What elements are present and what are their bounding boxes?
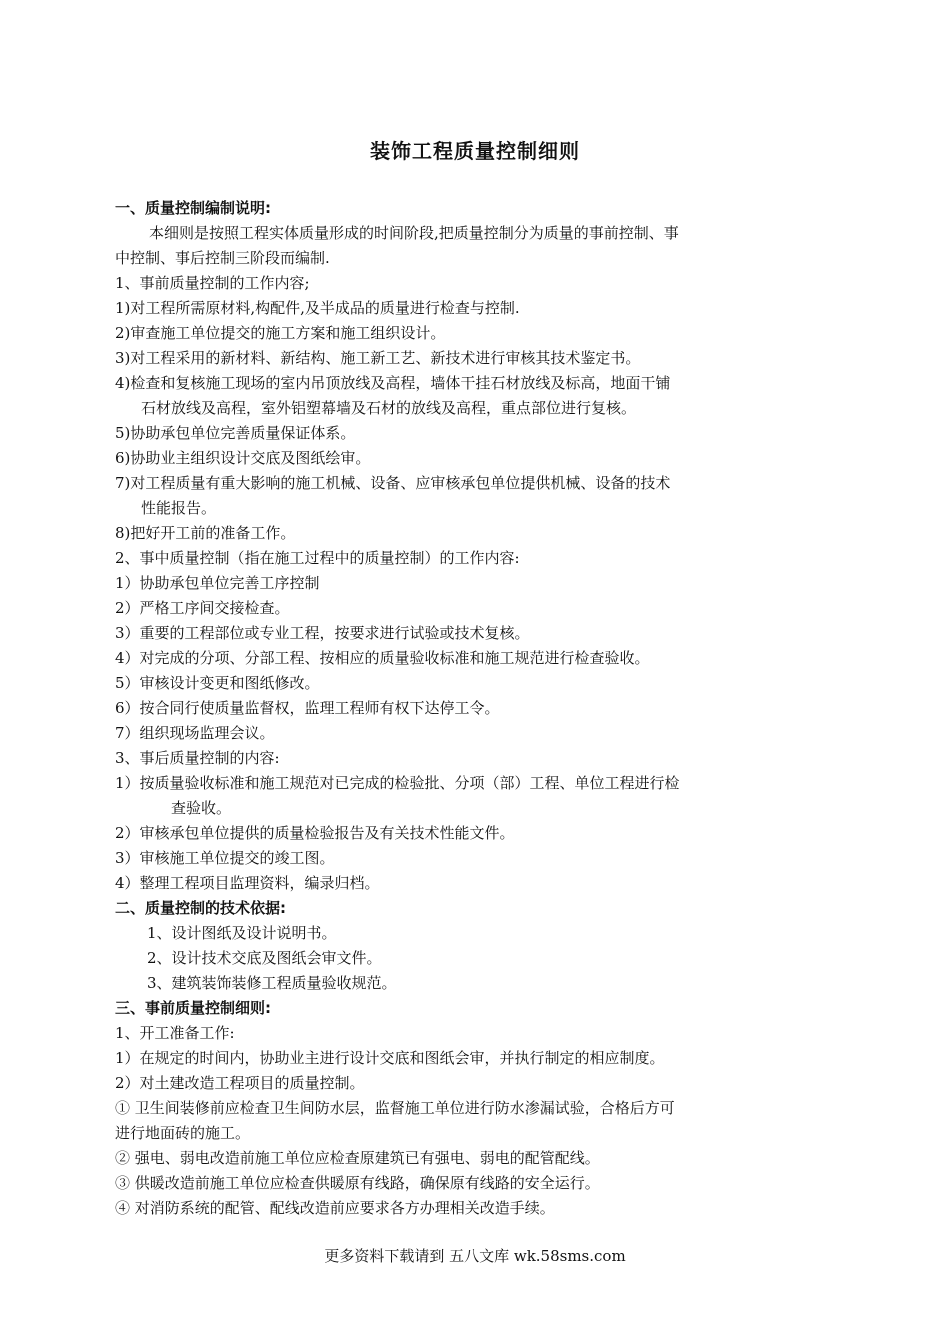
text-line: 2）严格工序间交接检查。 (115, 599, 290, 617)
text-line: 2、设计技术交底及图纸会审文件。 (147, 949, 382, 967)
text-line: ④ 对消防系统的配管、配线改造前应要求各方办理相关改造手续。 (115, 1199, 555, 1217)
text-line: 7)对工程质量有重大影响的施工机械、设备、应审核承包单位提供机械、设备的技术 (115, 474, 671, 492)
text-line: 1)对工程所需原材料,构配件,及半成品的质量进行检查与控制. (115, 299, 520, 317)
text-line: 1、开工准备工作: (115, 1024, 235, 1042)
section-heading: 二、质量控制的技术依据: (115, 899, 286, 917)
text-line: 8)把好开工前的准备工作。 (115, 524, 296, 542)
text-line: 2）审核承包单位提供的质量检验报告及有关技术性能文件。 (115, 824, 515, 842)
text-line: ③ 供暖改造前施工单位应检查供暖原有线路，确保原有线路的安全运行。 (115, 1174, 600, 1192)
footer-note: 更多资料下载请到 五八文库 wk.58sms.com (324, 1247, 626, 1265)
text-line: 3）重要的工程部位或专业工程，按要求进行试验或技术复核。 (115, 624, 530, 642)
section-heading: 三、事前质量控制细则: (115, 999, 271, 1017)
text-line: 3）审核施工单位提交的竣工图。 (115, 849, 335, 867)
text-line: ② 强电、弱电改造前施工单位应检查原建筑已有强电、弱电的配管配线。 (115, 1149, 600, 1167)
text-line: 1、事前质量控制的工作内容; (115, 274, 310, 292)
text-line: 1）在规定的时间内，协助业主进行设计交底和图纸会审，并执行制定的相应制度。 (115, 1049, 665, 1067)
text-line: 4)检查和复核施工现场的室内吊顶放线及高程，墙体干挂石材放线及标高，地面干铺 (115, 374, 671, 392)
text-line: 4）整理工程项目监理资料，编录归档。 (115, 874, 380, 892)
text-line: 1）协助承包单位完善工序控制 (115, 574, 320, 592)
text-line: 2)审查施工单位提交的施工方案和施工组织设计。 (115, 324, 446, 342)
text-line: 1、设计图纸及设计说明书。 (147, 924, 337, 942)
text-line: 本细则是按照工程实体质量形成的时间阶段,把质量控制分为质量的事前控制、事 (149, 224, 679, 242)
text-line: 6)协助业主组织设计交底及图纸绘审。 (115, 449, 371, 467)
text-line: 6）按合同行使质量监督权，监理工程师有权下达停工令。 (115, 699, 500, 717)
text-line: 3、建筑装饰装修工程质量验收规范。 (147, 974, 397, 992)
text-line: 3)对工程采用的新材料、新结构、施工新工艺、新技术进行审核其技术鉴定书。 (115, 349, 641, 367)
text-line: 进行地面砖的施工。 (115, 1124, 251, 1142)
text-line: 中控制、事后控制三阶段而编制. (115, 249, 330, 267)
text-line: 查验收。 (171, 799, 232, 817)
document-body (115, 196, 835, 1221)
text-line: 2）对土建改造工程项目的质量控制。 (115, 1074, 365, 1092)
text-line: 4）对完成的分项、分部工程、按相应的质量验收标准和施工规范进行检查验收。 (115, 649, 650, 667)
document-title: 装饰工程质量控制细则 (370, 139, 580, 163)
text-line: 2、事中质量控制（指在施工过程中的质量控制）的工作内容: (115, 549, 520, 567)
text-line: ① 卫生间装修前应检查卫生间防水层，监督施工单位进行防水渗漏试验，合格后方可 (115, 1099, 675, 1117)
text-line: 性能报告。 (141, 499, 217, 517)
text-line: 3、事后质量控制的内容: (115, 749, 280, 767)
text-line: 7）组织现场监理会议。 (115, 724, 275, 742)
section-heading: 一、质量控制编制说明: (115, 199, 271, 217)
text-line: 石材放线及高程，室外铝塑幕墙及石材的放线及高程，重点部位进行复核。 (141, 399, 637, 417)
text-line: 5)协助承包单位完善质量保证体系。 (115, 424, 356, 442)
text-line: 1）按质量验收标准和施工规范对已完成的检验批、分项（部）工程、单位工程进行检 (115, 774, 680, 792)
text-line: 5）审核设计变更和图纸修改。 (115, 674, 320, 692)
